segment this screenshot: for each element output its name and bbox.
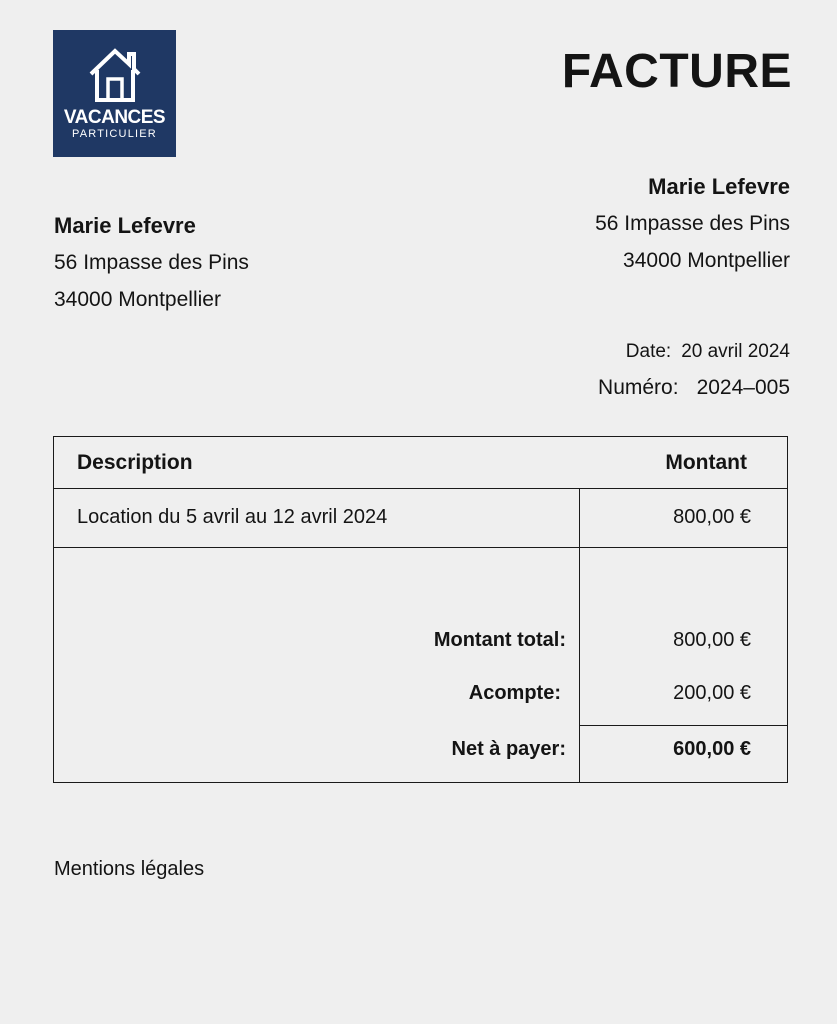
recipient-address — [595, 168, 790, 279]
company-logo — [53, 30, 176, 157]
logo-subtitle: PARTICULIER — [72, 128, 157, 140]
item-amount: 800,00 € — [673, 506, 751, 528]
date-row — [598, 334, 790, 370]
net-label: Net à payer: — [451, 738, 566, 760]
sender-name: Marie Lefevre — [54, 213, 196, 238]
legal-mentions: Mentions légales — [54, 858, 205, 880]
table-row — [54, 489, 787, 548]
header-amount: Montant — [665, 451, 747, 474]
deposit-value: 200,00 € — [673, 682, 751, 704]
number-row — [598, 370, 790, 406]
recipient-city: 34000 Montpellier — [623, 249, 790, 272]
date-value: 20 avril 2024 — [681, 341, 790, 362]
recipient-street: 56 Impasse des Pins — [595, 212, 790, 235]
table-header — [54, 437, 787, 489]
item-description: Location du 5 avril au 12 avril 2024 — [77, 506, 388, 528]
document-title: FACTURE — [561, 45, 792, 98]
sender-address — [54, 207, 249, 318]
total-label: Montant total: — [433, 629, 566, 651]
house-icon — [85, 46, 145, 104]
sender-city: 34000 Montpellier — [54, 288, 221, 311]
recipient-name: Marie Lefevre — [648, 174, 790, 199]
logo-title: VACANCES — [63, 107, 166, 128]
number-label: Numéro: — [598, 376, 679, 399]
total-value: 800,00 € — [673, 629, 751, 651]
net-divider — [579, 725, 787, 726]
sender-street: 56 Impasse des Pins — [54, 251, 249, 274]
deposit-label: Acompte: — [468, 682, 561, 704]
invoice-meta — [598, 334, 790, 406]
date-label: Date: — [625, 341, 672, 362]
invoice-table — [53, 436, 788, 783]
number-value: 2024–005 — [696, 376, 790, 399]
net-value: 600,00 € — [673, 738, 751, 760]
header-description: Description — [77, 451, 193, 474]
